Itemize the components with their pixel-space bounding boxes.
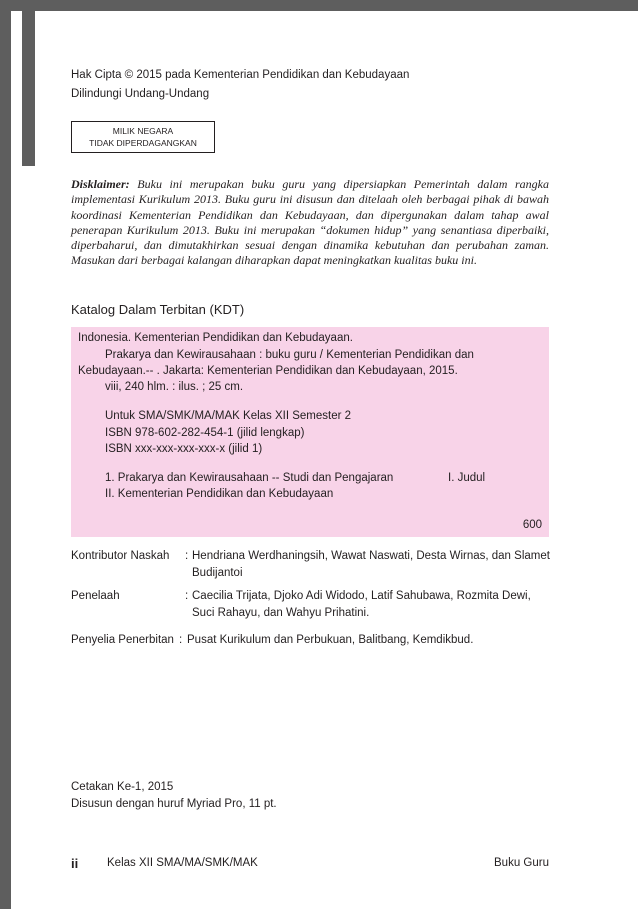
separator-colon: : [179, 634, 183, 646]
kdt-catalog-box [71, 327, 549, 537]
stamp-line-1: MILIK NEGARA [112, 126, 174, 136]
edition-line: Cetakan Ke-1, 2015 [71, 781, 174, 793]
copyright-notice [71, 66, 409, 104]
kdt-line: Untuk SMA/SMK/MA/MAK Kelas XII Semester 2 [105, 410, 352, 422]
kdt-title-entry: I. Judul [448, 472, 486, 484]
footer-book-title: Kelas XII SMA/MA/SMK/MAK [107, 857, 258, 869]
stamp-line-2: TIDAK DIPERDAGANGKAN [89, 138, 197, 148]
protection-line: Dilindungi Undang-Undang [71, 88, 210, 100]
kdt-subject-line: II. Kementerian Pendidikan dan Kebudayaan [105, 488, 334, 500]
reviewers-value: Caecilia Trijata, Djoko Adi Widodo, Latif Sahubawa, Rozmita Dewi, Suci Rahayu, dan Wahyu Prihatini. [192, 590, 531, 619]
copyright-line: Hak Cipta © 2015 pada Kementerian Pendidikan dan Kebudayaan [71, 69, 410, 81]
kdt-line: viii, 240 hlm. : ilus. ; 25 cm. [105, 381, 244, 393]
kdt-classification-code: 600 [522, 519, 542, 531]
left-border-bar [0, 0, 11, 909]
disclaimer-label: Disklaimer: [71, 177, 130, 191]
kdt-subject-line: 1. Prakarya dan Kewirausahaan -- Studi dan Pengajaran [105, 472, 394, 484]
typeface-line: Disusun dengan huruf Myriad Pro, 11 pt. [71, 798, 277, 810]
kdt-line: Indonesia. Kementerian Pendidikan dan Kebudayaan. [78, 332, 353, 344]
top-border-bar [0, 0, 638, 11]
contributors-value: Hendriana Werdhaningsih, Wawat Naswati, Desta Wirnas, dan Slamet Budijantoi [192, 550, 550, 579]
reviewers-label: Penelaah [71, 590, 120, 602]
kdt-line: Prakarya dan Kewirausahaan : buku guru / Kementerian Pendidikan dan [105, 349, 474, 361]
kdt-isbn-line: ISBN 978-602-282-454-1 (jilid lengkap) [105, 427, 305, 439]
contributors-label: Kontributor Naskah [71, 550, 170, 562]
left-accent-block [22, 11, 35, 166]
kdt-title: Katalog Dalam Terbitan (KDT) [71, 302, 245, 317]
print-info [71, 779, 277, 813]
disclaimer-paragraph [71, 177, 549, 269]
separator-colon: : [185, 550, 189, 562]
page-footer [71, 856, 549, 876]
disclaimer-text: Buku ini merupakan buku guru yang dipersiapkan Pemerintah dalam rangka implementasi Kurikulum 2013. Buku guru ini disusun dan ditelaah oleh berbagai pihak di bawah koordinasi Kementerian Pendidikan dan Kebudayaan, dan dipergunakan dalam tahap awal penerapan Kurikulum 2013. Buku ini merupakan “dokumen hidup” yang senantiasa diperbaiki, diperbaharui, dan dimutakhirkan sesuai dengan dinamika kebutuhan dan perubahan zaman. Masukan dari berbagai kalangan diharapkan dapat meningkatkan kualitas buku ini. [71, 177, 550, 268]
publisher-label: Penyelia Penerbitan [71, 634, 174, 646]
footer-book-type: Buku Guru [494, 857, 549, 869]
state-property-stamp [71, 121, 215, 153]
separator-colon: : [185, 590, 189, 602]
page-number: ii [71, 856, 79, 871]
kdt-line: Kebudayaan.-- . Jakarta: Kementerian Pendidikan dan Kebudayaan, 2015. [78, 365, 458, 377]
kdt-isbn-line: ISBN xxx-xxx-xxx-xxx-x (jilid 1) [105, 443, 263, 455]
publisher-value: Pusat Kurikulum dan Perbukuan, Balitbang, Kemdikbud. [187, 634, 474, 646]
